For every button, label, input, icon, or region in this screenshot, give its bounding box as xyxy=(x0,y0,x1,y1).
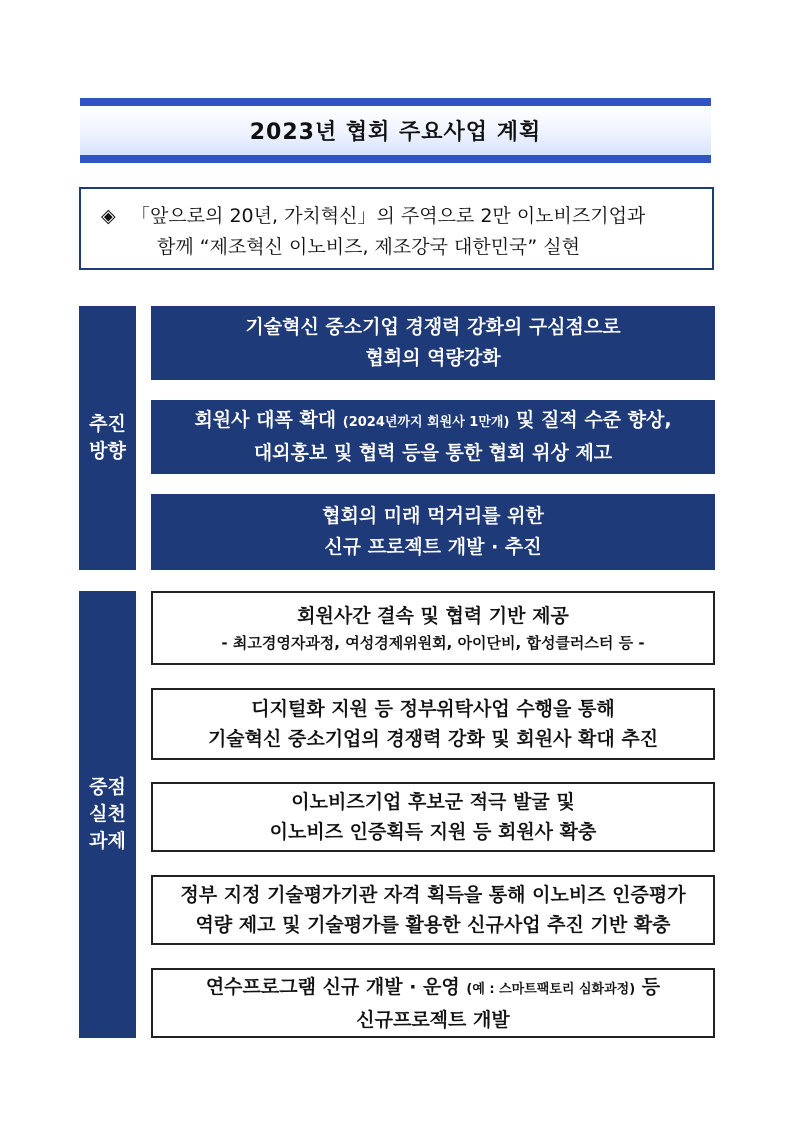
direction-item-3: 협회의 미래 먹거리를 위한 신규 프로젝트 개발 · 추진 xyxy=(151,494,715,570)
title-bar-bottom xyxy=(80,155,711,163)
task-item-4: 정부 지정 기술평가기관 자격 획득을 통해 이노비즈 인증평가 역량 제고 및 기술평가를 활용한 신규사업 추진 기반 확충 xyxy=(151,875,715,945)
task-item-1: 회원사간 결속 및 협력 기반 제공 - 최고경영자과정, 여성경제위원회, 아이단비, 합성클러스터 등 - xyxy=(151,591,715,665)
title-bar-top xyxy=(80,98,711,106)
direction-label: 추진 방향 xyxy=(79,306,136,570)
intro-line-1: ◈ 「앞으로의 20년, 가치혁신」의 주역으로 2만 이노비즈기업과 xyxy=(101,201,700,232)
task-item-5: 연수프로그램 신규 개발 · 운영 (예 : 스마트팩토리 심화과정) 등 신규프로젝트 개발 xyxy=(151,968,715,1038)
task-item-3: 이노비즈기업 후보군 적극 발굴 및 이노비즈 인증획득 지원 등 회원사 확충 xyxy=(151,782,715,852)
intro-line-2: 함께 “제조혁신 이노비즈, 제조강국 대한민국” 실현 xyxy=(157,236,581,258)
direction-item-1: 기술혁신 중소기업 경쟁력 강화의 구심점으로 협회의 역량강화 xyxy=(151,306,715,380)
page-title: 2023년 협회 주요사업 계획 xyxy=(80,106,711,155)
direction-item-2: 회원사 대폭 확대 (2024년까지 회원사 1만개) 및 질적 수준 향상, 대외홍보 및 협력 등을 통한 협회 위상 제고 xyxy=(151,400,715,474)
tasks-label: 중점 실천 과제 xyxy=(79,591,136,1038)
intro-box xyxy=(79,187,714,270)
diamond-bullet-icon: ◈ xyxy=(101,205,116,227)
task-item-2: 디지털화 지원 등 정부위탁사업 수행을 통해 기술혁신 중소기업의 경쟁력 강화 및 회원사 확대 추진 xyxy=(151,688,715,760)
